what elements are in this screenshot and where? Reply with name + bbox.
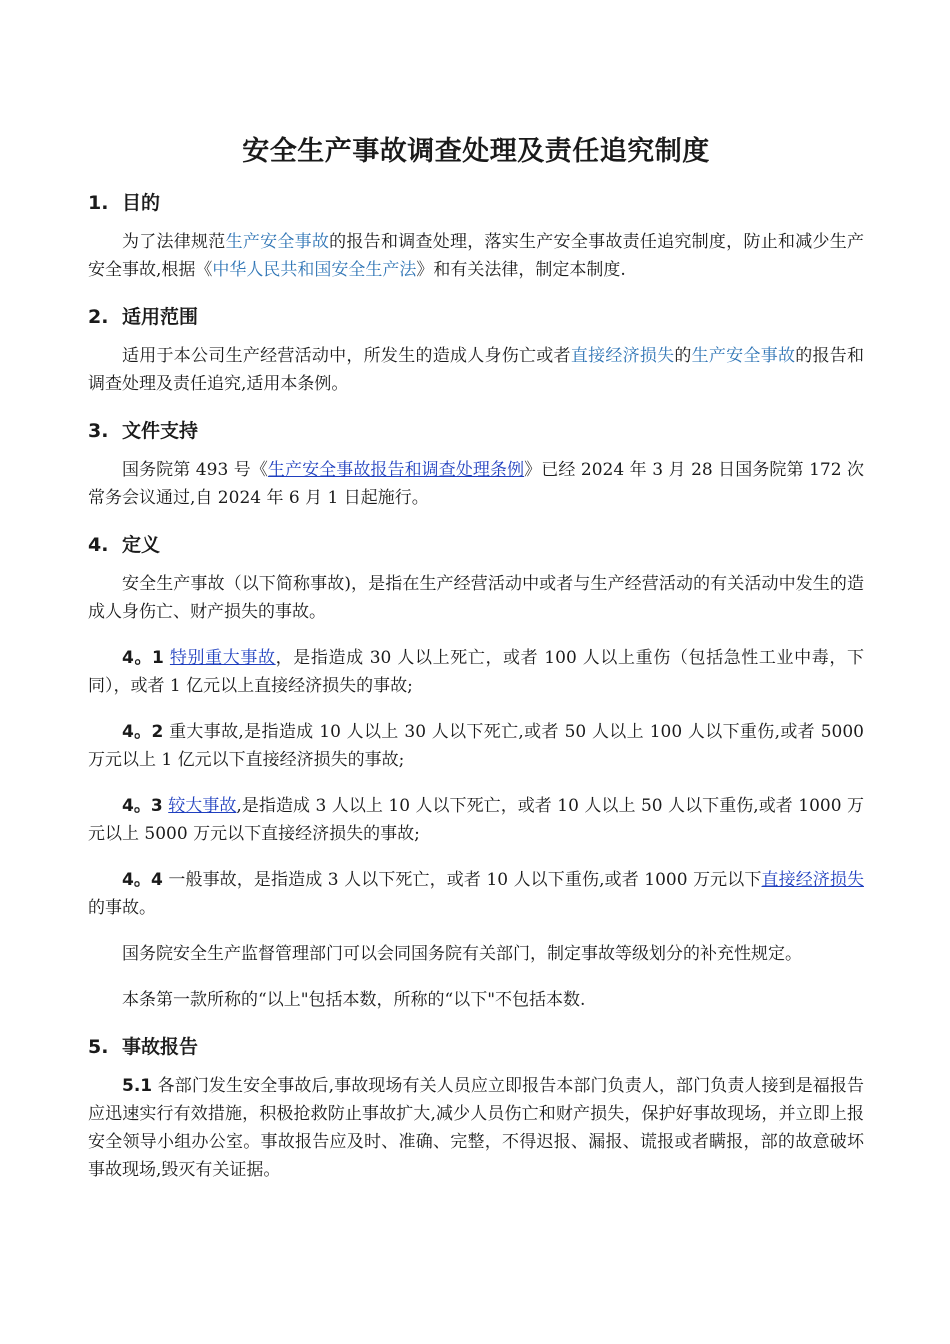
text: 》和有关法律，制定本制度.: [416, 260, 626, 280]
link-direct-economic-loss[interactable]: 直接经济损失: [570, 346, 675, 366]
paragraph-purpose: [88, 228, 864, 284]
section-heading-2: [88, 302, 864, 332]
definition-item-1: [88, 644, 864, 700]
paragraph-definition: 安全生产事故（以下简称事故)，是指在生产经营活动中或者与生产经营活动的有关活动中发生的造成人身伤亡、财产损失的事故。: [88, 574, 864, 622]
link-especially-major-accident[interactable]: 特别重大事故: [169, 648, 276, 668]
section-heading-5: [88, 1032, 864, 1062]
paragraph-note: 本条第一款所称的“以上"包括本数，所称的“以下"不包括本数.: [122, 990, 586, 1010]
section-number: 5.: [88, 1036, 109, 1058]
definition-item-2: [88, 718, 864, 774]
section-number: 2.: [88, 306, 109, 328]
link-production-safety-accident[interactable]: 生产安全事故: [691, 346, 796, 366]
document-title: 安全生产事故调查处理及责任追究制度: [242, 136, 710, 167]
section-title: 适用范围: [122, 306, 199, 328]
item-number: 4。1: [122, 648, 164, 668]
link-larger-accident[interactable]: 较大事故: [168, 796, 237, 816]
text: 的报告和调查处理，落实生产安全事故责任追究制度，防止和减少生产安全事故,根据《: [88, 232, 865, 280]
text: ,是指造成 3 人以上 10 人以下死亡，或者 10 人以上 50 人以下重伤,或者 1000 万元以上 5000 万元以下直接经济损失的事故;: [88, 796, 865, 844]
item-number: 4。2: [122, 722, 164, 742]
text: 》已经 2024 年 3 月 28 日国务院第 172 次常务会议通过,自 2024 年 6 月 1 日起施行。: [88, 460, 865, 508]
link-regulation[interactable]: 生产安全事故报告和调查处理条例: [267, 460, 525, 480]
text: 国务院第 493 号《: [122, 460, 268, 480]
section-heading-1: [88, 188, 864, 218]
text: 各部门发生安全事故后,事故现场有关人员应立即报告本部门负责人，部门负责人接到是福报告应迅速实行有效措施，积极抢救防止事故扩大,减少人员伤亡和财产损失，保护好事故现场，并立即上报安全领导小组办公室。事故报告应及时、准确、完整，不得迟报、漏报、谎报或者瞒报，部的故意破坏事故现场,毁灭有关证据。: [88, 1076, 864, 1180]
section-title: 定义: [122, 534, 161, 556]
section-number: 4.: [88, 534, 109, 556]
paragraph-scope: [88, 342, 864, 398]
section-title: 事故报告: [122, 1036, 199, 1058]
link-production-safety-accident[interactable]: 生产安全事故: [225, 232, 330, 252]
document-page: [88, 130, 864, 1202]
text: 为了法律规范: [122, 232, 226, 252]
section-number: 1.: [88, 192, 109, 214]
paragraph-report-5-1: [88, 1072, 864, 1184]
text: 一般事故，是指造成 3 人以下死亡，或者 10 人以下重伤,或者 1000 万元以下: [162, 870, 762, 890]
text: 的事故。: [88, 898, 156, 918]
text: 适用于本公司生产经营活动中，所发生的造成人身伤亡或者: [122, 346, 571, 366]
text: 的报告和调查处理及责任追究,适用本条例。: [88, 346, 865, 394]
item-number: 4。3: [122, 796, 163, 816]
link-direct-economic-loss[interactable]: 直接经济损失: [761, 870, 864, 890]
paragraph-supplement: 国务院安全生产监督管理部门可以会同国务院有关部门，制定事故等级划分的补充性规定。: [122, 944, 802, 964]
text: 的: [674, 346, 692, 366]
definition-item-3: [88, 792, 864, 848]
definition-item-4: [88, 866, 864, 922]
section-number: 3.: [88, 420, 109, 442]
section-heading-4: [88, 530, 864, 560]
item-number: 4。4: [122, 870, 163, 890]
item-number: 5.1: [122, 1076, 153, 1096]
section-heading-3: [88, 416, 864, 446]
section-title: 文件支持: [122, 420, 199, 442]
text: 重大事故,是指造成 10 人以上 30 人以下死亡,或者 50 人以上 100 人以下重伤,或者 5000 万元以上 1 亿元以下直接经济损失的事故;: [88, 722, 864, 770]
link-safety-production-law[interactable]: 中华人民共和国安全生产法: [212, 260, 417, 280]
text: ，是指造成 30 人以上死亡，或者 100 人以上重伤（包括急性工业中毒，下同），或者 1 亿元以上直接经济损失的事故;: [88, 648, 865, 696]
paragraph-supporting-documents: [88, 456, 864, 512]
section-title: 目的: [122, 192, 161, 214]
